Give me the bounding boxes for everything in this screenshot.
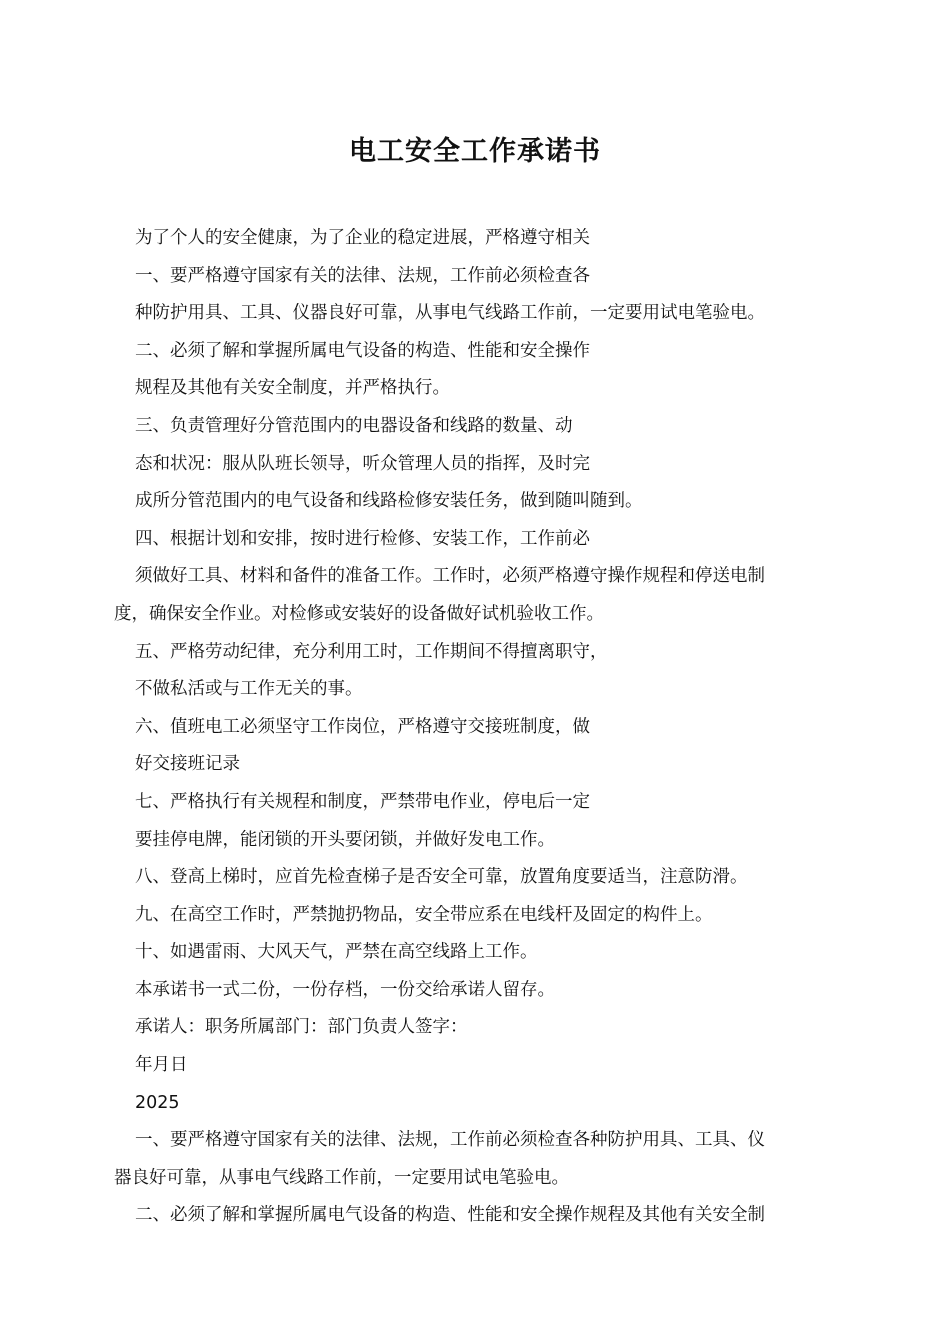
text-line: 年月日	[135, 1055, 188, 1076]
text-line: 承诺人：职务所属部门：部门负责人签字：	[135, 1017, 468, 1038]
text-line: 二、必须了解和掌握所属电气设备的构造、性能和安全操作规程及其他有关安全制	[135, 1205, 765, 1226]
text-line: 五、严格劳动纪律，充分利用工时，工作期间不得擅离职守，	[135, 641, 608, 662]
text-line: 八、登高上梯时，应首先检查梯子是否安全可靠，放置角度要适当，注意防滑。	[135, 867, 748, 888]
document-body	[114, 220, 836, 1235]
text-line: 六、值班电工必须坚守工作岗位，严格遵守交接班制度，做	[135, 716, 590, 737]
text-line: 三、负责管理好分管范围内的电器设备和线路的数量、动	[135, 415, 573, 436]
text-line: 规程及其他有关安全制度，并严格执行。	[135, 378, 450, 399]
text-line: 好交接班记录	[135, 754, 240, 775]
text-line: 态和状况：服从队班长领导，听众管理人员的指挥，及时完	[135, 453, 590, 474]
text-line: 一、要严格遵守国家有关的法律、法规，工作前必须检查各种防护用具、工具、仪	[135, 1130, 765, 1151]
text-line: 二、必须了解和掌握所属电气设备的构造、性能和安全操作	[135, 340, 590, 361]
text-line: 本承诺书一式二份，一份存档，一份交给承诺人留存。	[135, 979, 555, 1000]
text-line: 不做私活或与工作无关的事。	[135, 679, 363, 700]
text-line: 2025	[135, 1092, 180, 1113]
text-line: 为了个人的安全健康，为了企业的稳定进展，严格遵守相关	[135, 228, 590, 248]
text-line: 种防护用具、工具、仪器良好可靠，从事电气线路工作前，一定要用试电笔验电。	[135, 303, 765, 324]
text-line: 度，确保安全作业。对检修或安装好的设备做好试机验收工作。	[114, 603, 604, 624]
document-title: 电工安全工作承诺书	[349, 136, 601, 167]
text-line: 成所分管范围内的电气设备和线路检修安装任务，做到随叫随到。	[135, 491, 643, 512]
text-line: 九、在高空工作时，严禁抛扔物品，安全带应系在电线杆及固定的构件上。	[135, 904, 713, 925]
text-line: 器良好可靠，从事电气线路工作前，一定要用试电笔验电。	[114, 1167, 569, 1188]
text-line: 一、要严格遵守国家有关的法律、法规，工作前必须检查各	[135, 265, 590, 286]
text-line: 四、根据计划和安排，按时进行检修、安装工作，工作前必	[135, 528, 590, 549]
text-line: 要挂停电牌，能闭锁的开头要闭锁，并做好发电工作。	[135, 829, 555, 850]
text-line: 十、如遇雷雨、大风天气，严禁在高空线路上工作。	[135, 942, 538, 963]
text-line: 七、严格执行有关规程和制度，严禁带电作业，停电后一定	[135, 791, 590, 812]
text-line: 须做好工具、材料和备件的准备工作。工作时，必须严格遵守操作规程和停送电制	[135, 566, 765, 587]
